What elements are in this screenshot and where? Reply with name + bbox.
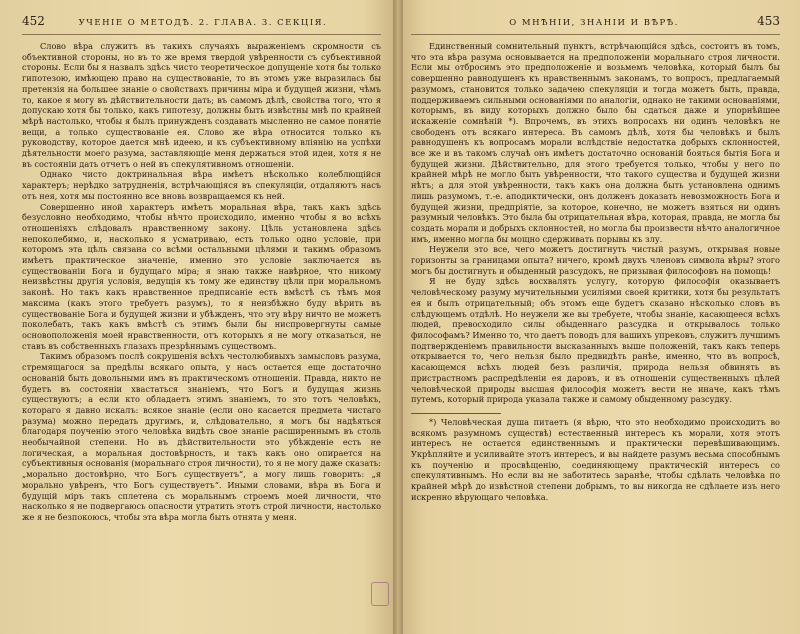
left-page-number: 452	[22, 14, 45, 28]
library-stamp	[371, 582, 389, 606]
paragraph: Неужели это все, чего можетъ достигнуть чистый разумъ, открывая новые горизонты за границами опыта? ничего, кромѣ двухъ членовъ символа вѣры? этого могъ бы достигнуть и обыденный разсудокъ, не призывая философовъ на помощь!	[411, 244, 780, 276]
footnote-rule	[411, 413, 501, 414]
right-page-header	[411, 14, 780, 35]
right-page-body	[411, 41, 780, 503]
left-page-body	[22, 41, 381, 523]
paragraph: Единственный сомнительный пунктъ, встрѣчающійся здѣсь, состоитъ въ томъ, что эта вѣра разума основывается на предположеніи моральнаго строя личности. Если мы отбросимъ это предположеніе и возьмемъ человѣка, который былъ бы совершенно равнодушенъ къ нравственнымъ законамъ, то вопросъ, предлагаемый разумомъ, становится только задачею спекуляціи и тогда можетъ быть, правда, поддерживаемъ сильными основаніями по аналогіи, однако не такими основаніями, которымъ, въ виду которыхъ должно было бы сдаться даже и упорнѣйшее искаженіе сомнѣній *). Впрочемъ, въ этихъ вопросахъ ни одинъ человѣкъ не свободенъ отъ всякаго интереса. Въ самомъ дѣлѣ, хотя бы человѣкъ и былъ равнодушенъ къ вопросамъ морали вслѣдствіе недостатка добрыхъ склонностей, все же и въ такомъ случаѣ онъ имѣетъ достаточно основаній бояться бытія Бога и будущей жизни. Дѣйствительно, для этого требуется только, чтобы у него по крайней мѣрѣ не могло быть увѣренности, что такого существа и будущей жизни нѣтъ; а для этой увѣренности, такъ какъ она должна быть установлена однимъ лишь разумомъ, т.-е. аподиктически, онъ долженъ доказать невозможность Бога и будущей жизни, предпріятіе, за которое, конечно, не можетъ взяться ни одинъ разумный человѣкъ. Это была бы отрицательная вѣра, которая, правда, не могла бы создать морали и добрыхъ склонностей, но могла бы произвести нѣчто аналогичное имъ, именно могла бы мощно сдерживать порывы къ злу.	[411, 41, 780, 244]
left-page-header	[22, 14, 381, 35]
right-page	[395, 0, 800, 634]
book-gutter	[393, 0, 403, 634]
right-page-number: 453	[757, 14, 780, 28]
paragraph: Слово вѣра служитъ въ такихъ случаяхъ выраженіемъ скромности съ объективной стороны, но въ то же время твердой увѣренности съ субъективной стороны. Если бы я назвалъ здѣсь чисто теоретическое допущеніе хотя бы только гипотезою, имѣющею право на существованіе, то въ этомъ уже выразилась бы претензія на большее знаніе о свойствахъ причины міра и будущей жизни, чѣмъ то, какое я могу въ дѣйствительности дать; въ самомъ дѣлѣ, свойства того, что я допускаю хотя бы только, какъ гипотезу, должны быть извѣстны мнѣ по крайней мѣрѣ настолько, чтобы я былъ принужденъ создавать мысленно не самое понятіе вещи, а только существованіе ея. Слово же вѣра относится только къ руководству, которое дается мнѣ идеею, и къ субъективному вліянію на успѣхи дѣятельности моего разума, заставляющіе меня держаться этой идеи, хотя я не въ состояніи дать отчетъ о ней въ спекулятивномъ отношеніи.	[22, 41, 381, 169]
paragraph: Совершенно иной характеръ имѣетъ моральная вѣра, такъ какъ здѣсь безусловно необходимо, чтобы нѣчто происходило, именно чтобы я во всѣхъ отношеніяхъ слѣдовалъ нравственному закону. Цѣль установлена здѣсь непоколебимо, и, насколько я усматриваю, есть только одно условіе, при которомъ эта цѣль связана со всѣми остальными цѣлями и такимъ образомъ имѣетъ практическое значеніе, именно это условіе заключается въ существованіи Бога и будущаго міра; я знаю также навѣрное, что никому неизвѣстны другія условія, ведущія къ тому же единству цѣли при моральномъ законѣ. Но такъ какъ нравственное предписаніе есть вмѣстѣ съ тѣмъ моя максима (какъ этого требуетъ разумъ), то я неизбѣжно буду вѣрить въ существованіе Бога и будущей жизни и убѣжденъ, что эту вѣру ничто не можетъ поколебать, такъ какъ вмѣстѣ съ этимъ были бы ниспровергнуты самые основоположенія моей нравственности, отъ которыхъ я не могу отказаться, не ставъ въ собственныхъ глазахъ презрѣннымъ существомъ.	[22, 201, 381, 351]
footnote: *) Человѣческая душа питаетъ (я вѣрю, что это необходимо происходитъ во всякомъ разумномъ существѣ) естественный интересъ къ морали, хотя этотъ интересъ не остается единственнымъ и практически перевѣшивающимъ. Укрѣпляйте и усиливайте этотъ интересъ, и вы найдете разумъ весьма способнымъ къ поученію и просвѣщенію, соединяющему практическій интересъ со спекулятивнымъ. Но если вы не заботитесь заранѣе, чтобы сдѣлать человѣка по крайней мѣрѣ до извѣстной степени добрымъ, то вы никогда не сдѣлаете изъ него искренно вѣрующаго человѣка.	[411, 416, 780, 502]
paragraph: Я не буду здѣсь восхвалять услугу, которую философія оказываетъ человѣческому разуму мучительными усиліями своей критики, хотя бы результатъ ея и былъ отрицательный; объ этомъ еще будетъ сказано нѣсколько словъ въ слѣдующемъ отдѣлѣ. Но неужели же вы требуете, чтобы знаніе, касающееся всѣхъ людей, превосходило силы обыденнаго разсудка и открывалось только философамъ? Именно то, что даетъ поводъ для вашихъ упрековъ, служитъ лучшимъ подтвержденіемъ правильности высказанныхъ выше положеній, такъ какъ теперь открывается то, чего нельзя было предвидѣть ранѣе, именно, что въ вопросѣ, касающемся всѣхъ людей безъ различія, природа нельзя обвинять въ пристрастномъ распредѣленіи ея даровъ, и въ отношеніи существенныхъ цѣлей человѣческой природы высшая философія можетъ вести не иначе, какъ тѣмъ путемъ, который природа указала также и самому обыденному разсудку.	[411, 276, 780, 405]
paragraph: Такимъ образомъ послѣ сокрушенія всѣхъ честолюбивыхъ замысловъ разума, стремящагося за предѣлы всякаго опыта, у насъ остается еще достаточно основаній быть довольными имъ въ практическомъ отношеніи. Правда, никто не будетъ въ состояніи хвастаться знаніемъ, что Богъ и будущая жизнь существуютъ; а если кто обладаетъ этимъ знаніемъ, то это тотъ человѣкъ, котораго я давно искалъ: всякое знаніе (если оно касается предмета чистаго разума) можно передать другимъ, и, слѣдовательно, я могъ бы надѣяться благодаря поученію этого человѣка видѣть свое знаніе расширеннымъ въ столь необычайной степени. Но въ дѣйствительности это убѣжденіе есть не логическая, а моральная достовѣрность, и такъ какъ оно опирается на субъективныя основанія (моральнаго строя личности), то я не могу даже сказать: „морально достовѣрно, что Богъ существуетъ“, а могу лишь говорить: „я морально увѣренъ, что Богъ существуетъ“. Иными словами, вѣра въ Бога и будущій міръ такъ сплетена съ моральнымъ строемъ моей личности, что насколько я не подвергаюсь опасности утратить этотъ строй личности, настолько же я не безпокоюсь, чтобы эта вѣра могла быть отнята у меня.	[22, 351, 381, 522]
right-running-head: О МНѢНІИ, ЗНАНІИ И ВѢРѢ.	[509, 18, 679, 28]
left-page	[0, 0, 395, 634]
paragraph: Однако чисто доктринальная вѣра имѣетъ нѣсколько колеблющійся характеръ; нерѣдко затрудненія, встрѣчающіяся въ спекуляціи, отдаляютъ насъ отъ нея, хотя мы постоянно все вновь возвращаемся къ ней.	[22, 169, 381, 201]
left-running-head: УЧЕНІЕ О МЕТОДѢ. 2. ГЛАВА. 3. СЕКЦІЯ.	[78, 18, 328, 28]
